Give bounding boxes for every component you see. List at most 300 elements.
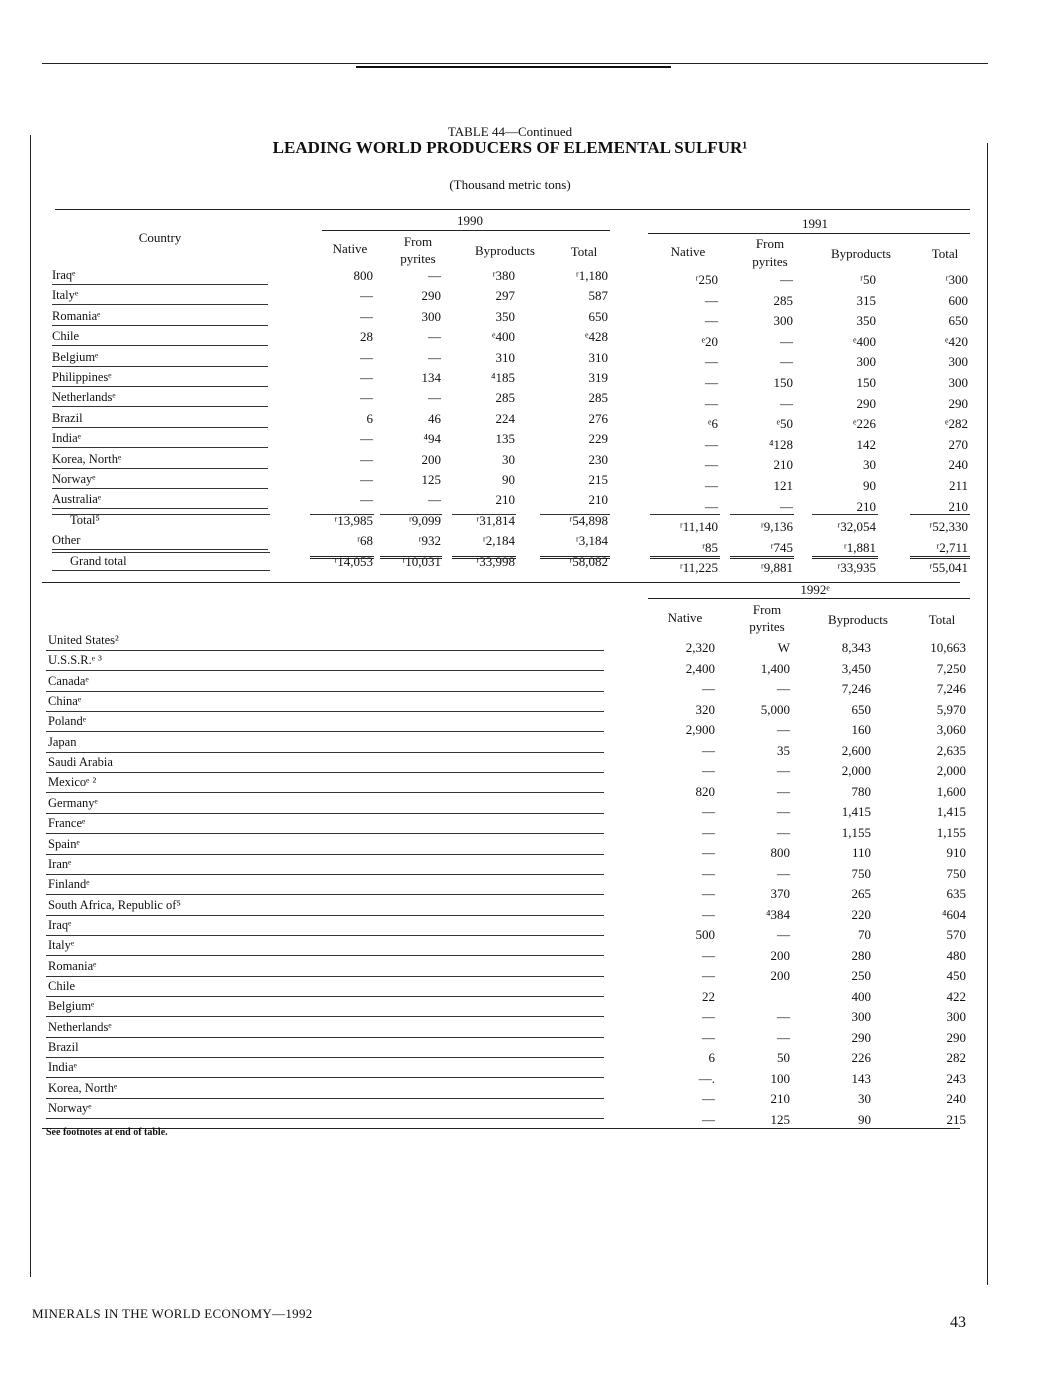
table-cell: 220 [851, 906, 871, 922]
country-label: United States² [48, 633, 119, 647]
table-cell: 300 [773, 313, 793, 329]
table-cell: — [702, 804, 715, 819]
row-rule [46, 731, 604, 732]
table-cell: ʳ85 [702, 539, 718, 555]
table-cell: — [702, 968, 715, 983]
row-rule [46, 955, 604, 956]
row-rule [46, 935, 604, 936]
from-header-1992: From [752, 602, 782, 617]
table-cell: ʳ31,814 [476, 512, 515, 528]
country-label: Norwayᵉ [48, 1101, 92, 1116]
table-cell: ʳ14,053 [334, 553, 373, 569]
table-cell: 210 [948, 498, 968, 514]
row-rule [46, 691, 604, 692]
country-label: Netherlandsᵉ [52, 390, 116, 405]
country-label: Australiaᵉ [52, 492, 102, 507]
country-label: Other [52, 533, 81, 548]
table-cell: — [705, 313, 718, 329]
table-cell: 230 [588, 451, 608, 467]
table-cell: — [777, 783, 790, 799]
table-cell: 224 [495, 410, 515, 426]
table-cell: — [360, 288, 373, 304]
table-cell: 210 [495, 492, 515, 508]
table-cell: 30 [502, 451, 515, 467]
footnote: See footnotes at end of table. [46, 1127, 168, 1138]
table-cell: 200 [770, 947, 790, 963]
row-rule [46, 1098, 604, 1099]
table-cell: 150 [773, 375, 793, 390]
row-rule [52, 468, 268, 469]
table-cell: 2,600 [841, 742, 871, 758]
table-cell: 1,415 [936, 804, 966, 819]
year-1990-rule [322, 230, 610, 231]
total-header-1991: Total [931, 246, 959, 261]
table-cell: ʳ33,935 [837, 560, 876, 576]
table-cell: — [702, 865, 715, 881]
table-cell: — [702, 886, 715, 901]
table-cell: 290 [851, 1029, 871, 1045]
row-rule [46, 854, 604, 855]
row-rule [46, 976, 604, 977]
table-cell: 450 [946, 968, 966, 983]
row-rule [46, 813, 604, 814]
table-cell: 285 [495, 390, 515, 406]
table-cell: 7,250 [936, 660, 966, 676]
table-cell: — [780, 498, 793, 514]
table-cell: — [360, 308, 373, 324]
country-label: Chile [52, 329, 80, 344]
table-cell: — [360, 370, 373, 385]
row-rule [46, 752, 604, 753]
table-cell: 90 [858, 1111, 871, 1127]
table-cell: 635 [946, 886, 966, 901]
country-label: Netherlandsᵉ [48, 1019, 112, 1034]
country-label: Grand total [70, 553, 127, 568]
table-cell: 650 [588, 308, 608, 324]
table-cell: 297 [495, 288, 515, 304]
table-cell: — [702, 906, 715, 922]
table-cell: ⁴94 [423, 431, 441, 447]
table-cell: 400 [851, 988, 871, 1004]
sum-rule [310, 514, 374, 515]
table-cell: — [705, 395, 718, 411]
table-cell: 30 [863, 457, 876, 473]
pyrites-header-1991: pyrites [752, 254, 788, 269]
country-label: Romaniaᵉ [48, 958, 97, 973]
table-cell: 800 [353, 268, 373, 283]
table-cell: ⁴384 [765, 906, 790, 922]
table-cell: — [702, 1009, 715, 1024]
row-rule [46, 1057, 604, 1058]
from-header-1990: From [403, 234, 433, 249]
table-cell: — [777, 927, 790, 942]
table-cell: ⁴185 [490, 370, 515, 385]
table-cell: 570 [946, 927, 966, 942]
table-cell: ʳ745 [770, 539, 793, 555]
left-margin-line [30, 135, 31, 1277]
table-cell: — [360, 390, 373, 406]
row-rule [52, 406, 268, 407]
table-cell: ʳ32,054 [837, 519, 876, 535]
country-label: Iraqᵉ [48, 917, 72, 932]
table-cell: ᵉ20 [701, 333, 718, 349]
table-cell: 90 [863, 478, 876, 493]
table-cell: — [702, 1111, 715, 1127]
table-cell: 243 [946, 1070, 966, 1086]
row-rule [46, 670, 604, 671]
row-rule [46, 772, 604, 773]
table-cell: — [702, 947, 715, 963]
table-cell: — [705, 478, 718, 493]
table-cell: — [705, 436, 718, 452]
table-cell: 210 [770, 1091, 790, 1106]
country-label: Iraqᵉ [52, 268, 76, 282]
table-cell: 22 [702, 988, 715, 1004]
table-cell: — [428, 349, 441, 365]
table-cell: 290 [948, 395, 968, 411]
table-cell: 910 [946, 845, 966, 860]
table-cell: ʳ11,225 [679, 560, 718, 576]
table-cell: — [360, 431, 373, 447]
table-cell: ʳ932 [418, 533, 441, 549]
byproducts-header-1991: Byproducts [831, 246, 891, 261]
total-header-1990: Total [570, 244, 598, 259]
sum-rule [910, 514, 970, 515]
country-label: Korea, Northᵉ [48, 1080, 118, 1095]
table-cell: 315 [856, 292, 876, 308]
country-label: Brazil [52, 410, 83, 425]
table-cell: 422 [946, 988, 966, 1004]
table-cell: 229 [588, 431, 608, 447]
table-cell: ⁴604 [941, 906, 966, 922]
table-cell: — [780, 354, 793, 370]
table-cell: — [702, 681, 715, 696]
country-label: Philippinesᵉ [52, 370, 112, 384]
table-cell: ʳ3,184 [575, 533, 608, 549]
double-rule [812, 556, 878, 559]
table-cell: 300 [856, 354, 876, 370]
country-label: Indiaᵉ [52, 431, 81, 446]
table-cell: ʳ11,140 [679, 519, 718, 535]
native-header-1990: Native [332, 241, 368, 256]
table-cell: 282 [946, 1050, 966, 1065]
table-cell: 750 [851, 865, 871, 881]
country-label: Belgiumᵉ [52, 349, 99, 364]
table-cell: 3,450 [841, 660, 871, 676]
table-cell: 319 [588, 370, 608, 385]
country-label: Norwayᵉ [52, 472, 96, 486]
table-cell: — [705, 375, 718, 390]
table-cell: 240 [948, 457, 968, 473]
row-rule [52, 549, 268, 550]
sum-rule [52, 514, 270, 515]
table-cell: ʳ380 [492, 268, 515, 283]
country-label: Korea, Northᵉ [52, 451, 122, 466]
row-rule [52, 366, 268, 367]
table-cell: 100 [770, 1070, 790, 1086]
row-rule [52, 427, 268, 428]
row-rule [52, 284, 268, 285]
table-cell: ʳ33,998 [476, 553, 515, 569]
year-1991-header: 1991 [802, 216, 828, 231]
row-rule [52, 304, 268, 305]
country-label: Indiaᵉ [48, 1060, 77, 1075]
table-cell: ʳ55,041 [929, 560, 968, 576]
country-label: Chile [48, 978, 76, 993]
table-cell: 240 [946, 1091, 966, 1106]
table-cell: 30 [858, 1091, 871, 1106]
row-rule [52, 488, 268, 489]
table-cell: 110 [851, 845, 871, 860]
table-cell: ⁴128 [768, 436, 793, 452]
country-label: Chinaᵉ [48, 694, 82, 709]
page-number: 43 [950, 1314, 966, 1331]
table-cell: — [702, 1091, 715, 1106]
country-label: Italyᵉ [48, 938, 75, 953]
table-cell: 780 [851, 783, 871, 799]
table-label: TABLE 44—Continued [447, 124, 573, 139]
country-label: Canadaᵉ [48, 673, 89, 688]
table-cell: 125 [770, 1111, 790, 1127]
table-cell: — [705, 354, 718, 370]
table-cell: 125 [421, 472, 441, 487]
country-label: Mexicoᵉ ² [48, 775, 97, 790]
header-top-rule [55, 209, 970, 210]
table-cell: ᵉ6 [708, 416, 718, 432]
table-cell: — [360, 349, 373, 365]
table-cell: ʳ9,099 [408, 512, 441, 528]
table-cell: 285 [773, 292, 793, 308]
table-cell: 480 [946, 947, 966, 963]
table-cell: 2,320 [685, 640, 715, 655]
table-cell: 150 [856, 375, 876, 390]
table-cell: — [780, 333, 793, 349]
table-cell: — [705, 457, 718, 473]
table-cell: 300 [421, 308, 441, 324]
country-label: Iranᵉ [48, 856, 72, 871]
top-rule [42, 63, 988, 64]
row-rule [46, 874, 604, 875]
table-cell: 270 [948, 436, 968, 452]
table-cell: — [360, 451, 373, 467]
top-rule-bold [356, 66, 671, 68]
country-label: Italyᵉ [52, 288, 79, 303]
pyrites-header-1992: pyrites [749, 619, 785, 634]
country-label: Franceᵉ [48, 816, 86, 831]
table-cell: 265 [851, 886, 871, 901]
table-cell: ʳ300 [945, 272, 968, 287]
table-cell: — [705, 292, 718, 308]
table-cell: 5,000 [760, 701, 790, 717]
table-cell: — [360, 472, 373, 487]
table-cell: — [777, 804, 790, 819]
row-rule [46, 1037, 604, 1038]
table-cell: 820 [695, 783, 715, 799]
table-cell: 1,155 [841, 824, 871, 840]
table-cell: ʳ50 [860, 272, 876, 287]
table-cell: 370 [770, 886, 790, 901]
table-cell: 7,246 [936, 681, 966, 696]
table-cell: 750 [946, 865, 966, 881]
row-rule [46, 996, 604, 997]
table-cell: 2,400 [685, 660, 715, 676]
row-rule [46, 1077, 604, 1078]
sum-rule [812, 514, 878, 515]
table-cell: 7,246 [841, 681, 871, 696]
sum-rule [52, 570, 270, 571]
row-rule [52, 345, 268, 346]
table-cell: 276 [588, 410, 608, 426]
table-cell: 90 [502, 472, 515, 487]
byproducts-header-1992: Byproducts [828, 612, 888, 627]
table-cell: 310 [495, 349, 515, 365]
table-cell: ʳ9,136 [760, 519, 793, 535]
table-cell: 250 [851, 968, 871, 983]
native-header-1992: Native [667, 610, 703, 625]
year-1992-rule [648, 598, 970, 599]
table-units: (Thousand metric tons) [449, 177, 571, 192]
table-cell: — [428, 492, 441, 508]
table-cell: 46 [428, 410, 441, 426]
table-cell: 300 [946, 1009, 966, 1024]
table-cell: 160 [851, 722, 871, 737]
table-cell: 2,900 [685, 722, 715, 737]
row-rule [52, 447, 268, 448]
footer-title: MINERALS IN THE WORLD ECONOMY—1992 [32, 1306, 313, 1321]
table-cell: — [777, 763, 790, 778]
table-cell: 2,000 [936, 763, 966, 778]
double-rule [730, 556, 794, 559]
table-cell: 800 [770, 845, 790, 860]
table-cell: 50 [777, 1050, 790, 1065]
table-cell: ᵉ420 [945, 333, 968, 349]
table-cell: ᵉ400 [853, 333, 876, 349]
table-cell: ʳ1,180 [575, 268, 608, 283]
table-cell: — [428, 329, 441, 345]
table-cell: 210 [588, 492, 608, 508]
double-rule [380, 556, 442, 559]
table-cell: — [702, 1029, 715, 1045]
country-label: Japan [48, 734, 77, 749]
table-cell: 200 [421, 451, 441, 467]
table-bottom-rule [42, 1128, 960, 1129]
byproducts-header-1990: Byproducts [475, 243, 535, 258]
table-cell: 310 [588, 349, 608, 365]
table-cell: 143 [851, 1070, 871, 1086]
table-cell: 290 [421, 288, 441, 304]
table-cell: 350 [856, 313, 876, 329]
from-header-1991: From [755, 236, 785, 251]
table-cell: 215 [588, 472, 608, 487]
table-cell: 200 [770, 968, 790, 983]
country-label: U.S.S.R.ᵉ ³ [48, 653, 102, 668]
table-cell: ʳ54,898 [569, 512, 608, 528]
sum-rule [650, 514, 720, 515]
table-title: LEADING WORLD PRODUCERS OF ELEMENTAL SULFUR¹ [272, 138, 748, 157]
table-cell: — [777, 681, 790, 696]
country-label: Total⁵ [70, 512, 100, 527]
table-cell: ʳ2,184 [482, 533, 515, 549]
country-header: Country [138, 230, 182, 245]
table-cell: — [360, 492, 373, 508]
table-cell: — [780, 395, 793, 411]
table-cell: 290 [946, 1029, 966, 1045]
table-cell: 350 [495, 308, 515, 324]
sum-rule [380, 514, 442, 515]
row-rule [46, 1118, 604, 1119]
table-cell: 2,000 [841, 763, 871, 778]
table-cell: 587 [588, 288, 608, 304]
table-cell: ʳ10,031 [402, 553, 441, 569]
table-cell: 210 [856, 498, 876, 514]
country-label: Saudi Arabia [48, 755, 113, 770]
country-label: Spainᵉ [48, 836, 80, 851]
table-cell: — [777, 1009, 790, 1024]
table-cell: ʳ13,985 [334, 512, 373, 528]
table-cell: ʳ9,881 [760, 560, 793, 576]
table-cell: ʳ68 [357, 533, 373, 549]
country-label: South Africa, Republic of⁵ [48, 897, 181, 912]
table-cell: 600 [948, 292, 968, 308]
double-rule [650, 556, 720, 559]
table-cell: 135 [495, 431, 515, 447]
table-cell: ʳ250 [695, 272, 718, 287]
table-cell: 1,415 [841, 804, 871, 819]
table-cell: — [428, 390, 441, 406]
country-label: Germanyᵉ [48, 795, 98, 810]
table-cell: — [777, 824, 790, 840]
table-cell: 6 [366, 410, 373, 426]
year-1991-rule [648, 233, 970, 234]
table-cell: 300 [948, 375, 968, 390]
table-cell: — [702, 742, 715, 758]
table-cell: ʳ52,330 [929, 519, 968, 535]
country-label: Romaniaᵉ [52, 308, 101, 323]
table-cell: 300 [851, 1009, 871, 1024]
table-cell: 70 [858, 927, 871, 942]
table-cell: — [780, 272, 793, 287]
table-cell: ᵉ400 [492, 329, 515, 345]
row-rule [52, 325, 268, 326]
table-cell: — [777, 1029, 790, 1045]
right-margin-line [987, 143, 988, 1285]
double-rule [452, 556, 516, 559]
table-cell: 215 [946, 1111, 966, 1127]
country-label: Polandᵉ [48, 714, 86, 729]
double-rule [540, 556, 610, 559]
row-rule [46, 833, 604, 834]
table-cell: 300 [948, 354, 968, 370]
table-cell: 290 [856, 395, 876, 411]
double-rule [310, 556, 374, 559]
double-rule [910, 556, 970, 559]
country-label: Belgiumᵉ [48, 999, 95, 1014]
table-cell: 280 [851, 947, 871, 963]
table-cell: ʳ58,082 [569, 553, 608, 569]
country-label: Finlandᵉ [48, 877, 90, 892]
table-cell: 142 [856, 436, 876, 452]
table-cell: 2,635 [936, 742, 966, 758]
table-cell: 10,663 [930, 640, 966, 655]
table-cell: 1,600 [936, 783, 966, 799]
table-cell: 285 [588, 390, 608, 406]
native-header-1991: Native [670, 244, 706, 259]
table-cell: 134 [421, 370, 441, 385]
table-cell: 121 [773, 478, 793, 493]
table-cell: 35 [777, 742, 790, 758]
table-cell: — [702, 763, 715, 778]
table-cell: 6 [708, 1050, 715, 1065]
